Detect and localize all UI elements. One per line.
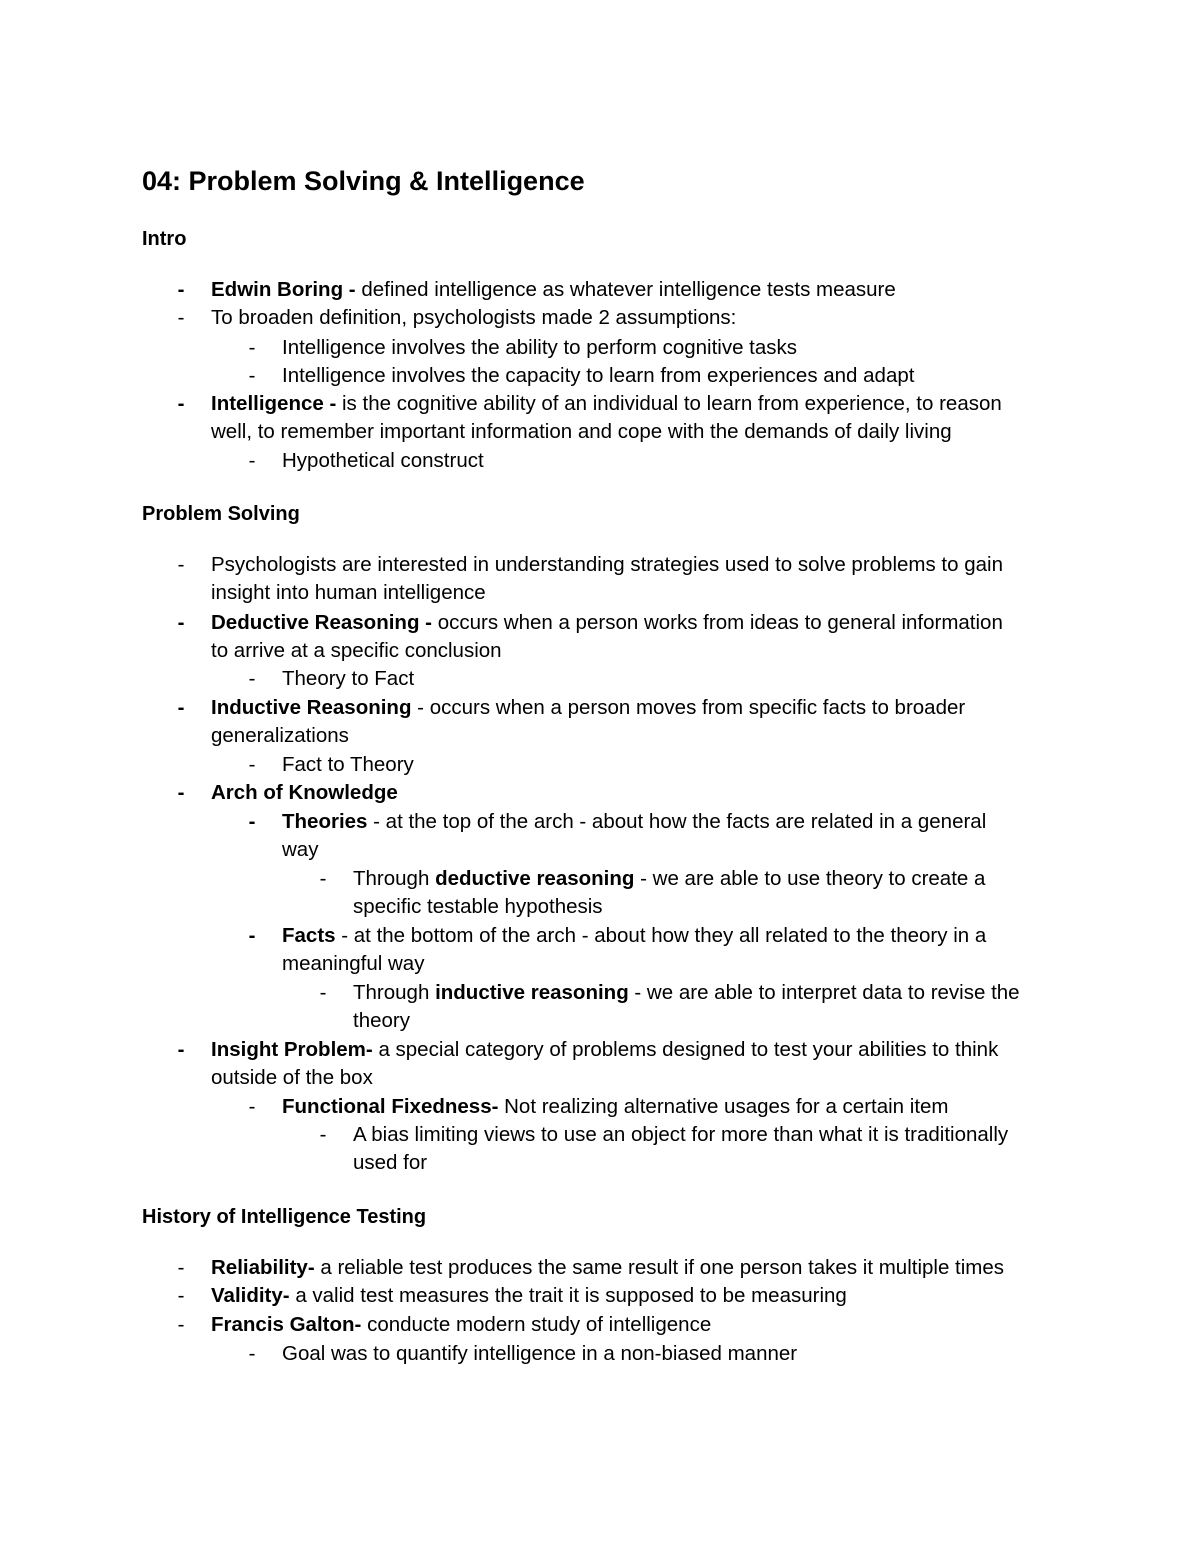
list-item bbox=[282, 808, 986, 836]
term-label: Facts bbox=[282, 924, 336, 947]
section-heading-history: History of Intelligence Testing bbox=[142, 1206, 427, 1228]
bullet-dash: - bbox=[248, 449, 256, 472]
list-item bbox=[211, 609, 1003, 637]
term-label: Validity- bbox=[211, 1284, 296, 1307]
list-item bbox=[282, 1340, 797, 1368]
term-label: Deductive Reasoning - bbox=[211, 611, 438, 634]
item-continuation: generalizations bbox=[211, 724, 349, 747]
list-item bbox=[211, 1254, 1004, 1282]
bullet-dash: - bbox=[177, 611, 185, 634]
term-label: Inductive Reasoning bbox=[211, 696, 412, 719]
item-text: defined intelligence as whatever intelligence tests measure bbox=[361, 278, 896, 301]
item-continuation: meaningful way bbox=[282, 952, 425, 975]
item-text: occurs when a person works from ideas to general information bbox=[437, 611, 1003, 634]
term-label: Insight Problem- bbox=[211, 1038, 379, 1061]
item-continuation: used for bbox=[353, 1151, 428, 1174]
bullet-dash: - bbox=[177, 1313, 185, 1336]
bullet-dash: - bbox=[248, 753, 256, 776]
page-title: 04: Problem Solving & Intelligence bbox=[142, 166, 585, 196]
item-continuation: well, to remember important information and cope with the demands of daily living bbox=[211, 420, 952, 443]
item-text: To broaden definition, psychologists made 2 assumptions: bbox=[211, 306, 737, 329]
list-item bbox=[211, 1282, 847, 1310]
bullet-dash: - bbox=[248, 364, 256, 387]
bullet-dash: - bbox=[248, 667, 256, 690]
bullet-dash: - bbox=[248, 1095, 256, 1118]
list-item bbox=[282, 665, 414, 693]
bullet-dash: - bbox=[248, 924, 256, 947]
list-item bbox=[282, 751, 414, 779]
list-item bbox=[282, 922, 986, 950]
item-text: a reliable test produces the same result if one person takes it multiple times bbox=[320, 1256, 1005, 1279]
list-item bbox=[282, 334, 797, 362]
bullet-dash: - bbox=[177, 696, 185, 719]
term-label: Theories bbox=[282, 810, 368, 833]
item-text: Theory to Fact bbox=[282, 667, 415, 690]
list-item bbox=[211, 390, 1002, 418]
list-item bbox=[282, 447, 484, 475]
term-label: Functional Fixedness- bbox=[282, 1095, 505, 1118]
item-text: - at the bottom of the arch - about how they all related to the theory in a bbox=[335, 924, 987, 947]
item-continuation: theory bbox=[353, 1009, 410, 1032]
section-heading-problem-solving: Problem Solving bbox=[142, 503, 300, 525]
bullet-dash: - bbox=[177, 1256, 185, 1279]
list-item bbox=[211, 276, 896, 304]
bullet-dash: - bbox=[177, 306, 185, 329]
item-continuation: specific testable hypothesis bbox=[353, 895, 603, 918]
term-label: Reliability- bbox=[211, 1256, 321, 1279]
bullet-dash: - bbox=[177, 1038, 185, 1061]
item-text: Goal was to quantify intelligence in a non-biased manner bbox=[282, 1342, 798, 1365]
list-item bbox=[211, 304, 736, 332]
item-text: Intelligence involves the ability to perform cognitive tasks bbox=[282, 336, 798, 359]
bullet-dash: - bbox=[248, 1342, 256, 1365]
item-continuation: insight into human intelligence bbox=[211, 581, 486, 604]
item-continuation: outside of the box bbox=[211, 1066, 373, 1089]
item-text: - occurs when a person moves from specific facts to broader bbox=[411, 696, 966, 719]
term-label: Francis Galton- bbox=[211, 1313, 368, 1336]
term-label: Edwin Boring - bbox=[211, 278, 362, 301]
list-item bbox=[353, 979, 1020, 1007]
bullet-dash: - bbox=[248, 336, 256, 359]
item-continuation: way bbox=[282, 838, 319, 861]
item-text: Intelligence involves the capacity to learn from experiences and adapt bbox=[282, 364, 915, 387]
item-continuation: to arrive at a specific conclusion bbox=[211, 639, 502, 662]
item-text: - we are able to use theory to create a bbox=[634, 867, 986, 890]
term-label: Arch of Knowledge bbox=[211, 781, 398, 804]
term-label: inductive reasoning bbox=[435, 981, 629, 1004]
bullet-dash: - bbox=[177, 553, 185, 576]
item-text: Through bbox=[353, 867, 436, 890]
item-text: is the cognitive ability of an individual to learn from experience, to reason bbox=[342, 392, 1002, 415]
list-item bbox=[211, 551, 1003, 579]
item-text: - at the top of the arch - about how the facts are related in a general bbox=[367, 810, 987, 833]
list-item bbox=[282, 362, 914, 390]
item-text: A bias limiting views to use an object for more than what it is traditionally bbox=[353, 1123, 1009, 1146]
bullet-dash: - bbox=[177, 392, 185, 415]
item-text: Hypothetical construct bbox=[282, 449, 484, 472]
item-text: Not realizing alternative usages for a certain item bbox=[504, 1095, 949, 1118]
bullet-dash: - bbox=[177, 1284, 185, 1307]
item-text: Through bbox=[353, 981, 436, 1004]
item-text: conducte modern study of intelligence bbox=[367, 1313, 712, 1336]
bullet-dash: - bbox=[248, 810, 256, 833]
term-label: Intelligence - bbox=[211, 392, 342, 415]
list-item bbox=[211, 694, 965, 722]
item-text: Fact to Theory bbox=[282, 753, 414, 776]
list-item bbox=[353, 865, 985, 893]
item-text: Psychologists are interested in understanding strategies used to solve problems to gain bbox=[211, 553, 1003, 576]
list-item bbox=[211, 1036, 998, 1064]
bullet-dash: - bbox=[319, 1123, 327, 1146]
list-item bbox=[211, 1311, 711, 1339]
list-item bbox=[353, 1121, 1008, 1149]
bullet-dash: - bbox=[177, 781, 185, 804]
bullet-dash: - bbox=[177, 278, 185, 301]
list-item bbox=[211, 779, 398, 807]
bullet-dash: - bbox=[319, 981, 327, 1004]
item-text: a special category of problems designed to test your abilities to think bbox=[378, 1038, 999, 1061]
item-text: - we are able to interpret data to revise the bbox=[628, 981, 1020, 1004]
item-text: a valid test measures the trait it is supposed to be measuring bbox=[295, 1284, 847, 1307]
list-item bbox=[282, 1093, 949, 1121]
section-heading-intro: Intro bbox=[142, 228, 187, 250]
term-label: deductive reasoning bbox=[435, 867, 635, 890]
bullet-dash: - bbox=[319, 867, 327, 890]
